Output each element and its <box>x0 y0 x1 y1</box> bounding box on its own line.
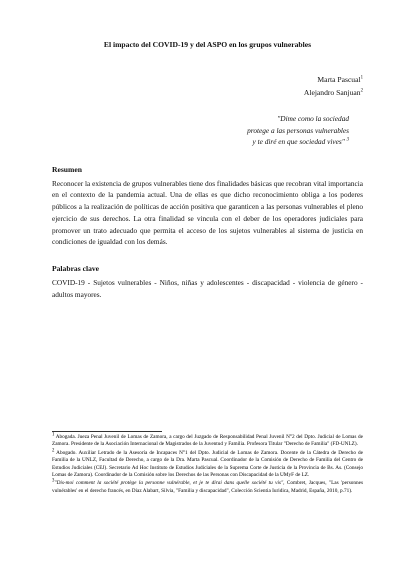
footnote-2 <box>52 450 363 480</box>
footnote-mark: 2 <box>52 448 55 454</box>
author-name: Marta Pascual <box>317 75 361 84</box>
footnote-text: Abogada. Jueza Penal Juvenil de Lomas de Zamora, a cargo del Juzgado de Responsabilidad Penal Juvenil N°2 del Dpto. Judicial de Lomas de Zamora. Presidente de la Asociación Internacional de Magistrados de la Juventud y Familia. Profesora Titular "Derecho de Familia" (FD-UNLZ). <box>52 434 363 448</box>
keywords-text: COVID-19 - Sujetos vulnerables - Niños, niñas y adolescentes - discapacidad - violencia de género - adultos mayores. <box>52 278 363 300</box>
footnotes <box>52 434 363 496</box>
footnote-ref-2[interactable]: 2 <box>360 88 363 94</box>
footnote-3 <box>52 480 363 495</box>
footnote-1 <box>52 434 363 449</box>
footnote-mark: 1 <box>52 432 55 438</box>
author-name: Alejandro Sanjuan <box>303 88 361 97</box>
epigraph-line: protege a las personas vulnerables <box>247 125 349 135</box>
epigraph <box>52 113 363 148</box>
author-1 <box>52 73 363 86</box>
epigraph-line: y te diré en que sociedad vives" $^3$ <box>252 137 349 146</box>
footnote-text: Abogado. Auxiliar Letrado de la Asesoría de Incapaces N°1 del Dpto. Judicial de Lomas de Zamora. Docente de la Cátedra de Derecho de Familia de la UNLZ, Facultad de Derecho, a cargo de la Dra. Marta Pascual. Coordinador de la Comisión de Derecho de Familia del Centro de Estudios Judiciales (CEJ). Secretario Ad Hoc Instituto de Estudios Judiciales de la Suprema Corte de Justicia de la Provincia de Bs. As. (Consejo Lomas de Zamora). Coordinador de la Comisión sobre los Derechos de las Personas con Discapacidad de la UMyF de LZ. <box>52 449 363 479</box>
keywords-heading: Palabras clave <box>52 264 100 274</box>
footnote-ref-3[interactable]: 3 <box>346 137 349 143</box>
author-2 <box>52 86 363 99</box>
abstract-text: Reconocer la existencia de grupos vulnerables tiene dos finalidades básicas que recobran vital importancia en el contexto de la pandemia actual. Una de ellas es que dicho reconocimiento obliga a los poderes públicos a la realización de políticas de acción positiva que garanticen a las personas vulnerables el pleno ejercicio de sus derechos. La otra finalidad se vincula con el deber de los operadores judiciales para promover un trato adecuado que permita el acceso de los sujetos vulnerables al sistema de justicia en condiciones de igualdad con los demás. <box>52 178 364 247</box>
abstract-heading: Resumen <box>52 164 82 174</box>
epigraph-line: "Dime como la sociedad <box>277 114 349 123</box>
paper-title: El impacto del COVID-19 y del ASPO en los grupos vulnerables <box>103 40 312 49</box>
footnote-ref-1[interactable]: 1 <box>360 75 363 81</box>
footnote-separator <box>52 431 162 432</box>
footnote-quote: "Dis-moi comment la société protège la personne vulnérable, et je te dirai dans quelle société tu vis" <box>54 480 284 487</box>
footnote-text: , Combret, Jacques, "Las 'personnes vulnérables' en el derecho francés, en Diaz Alabart, Silvia, "Familia y discapacidad", Colección Scientia Iuridica, Madrid, España, 2010, p.71). <box>52 480 363 494</box>
footnote-mark: 3 <box>52 478 55 484</box>
